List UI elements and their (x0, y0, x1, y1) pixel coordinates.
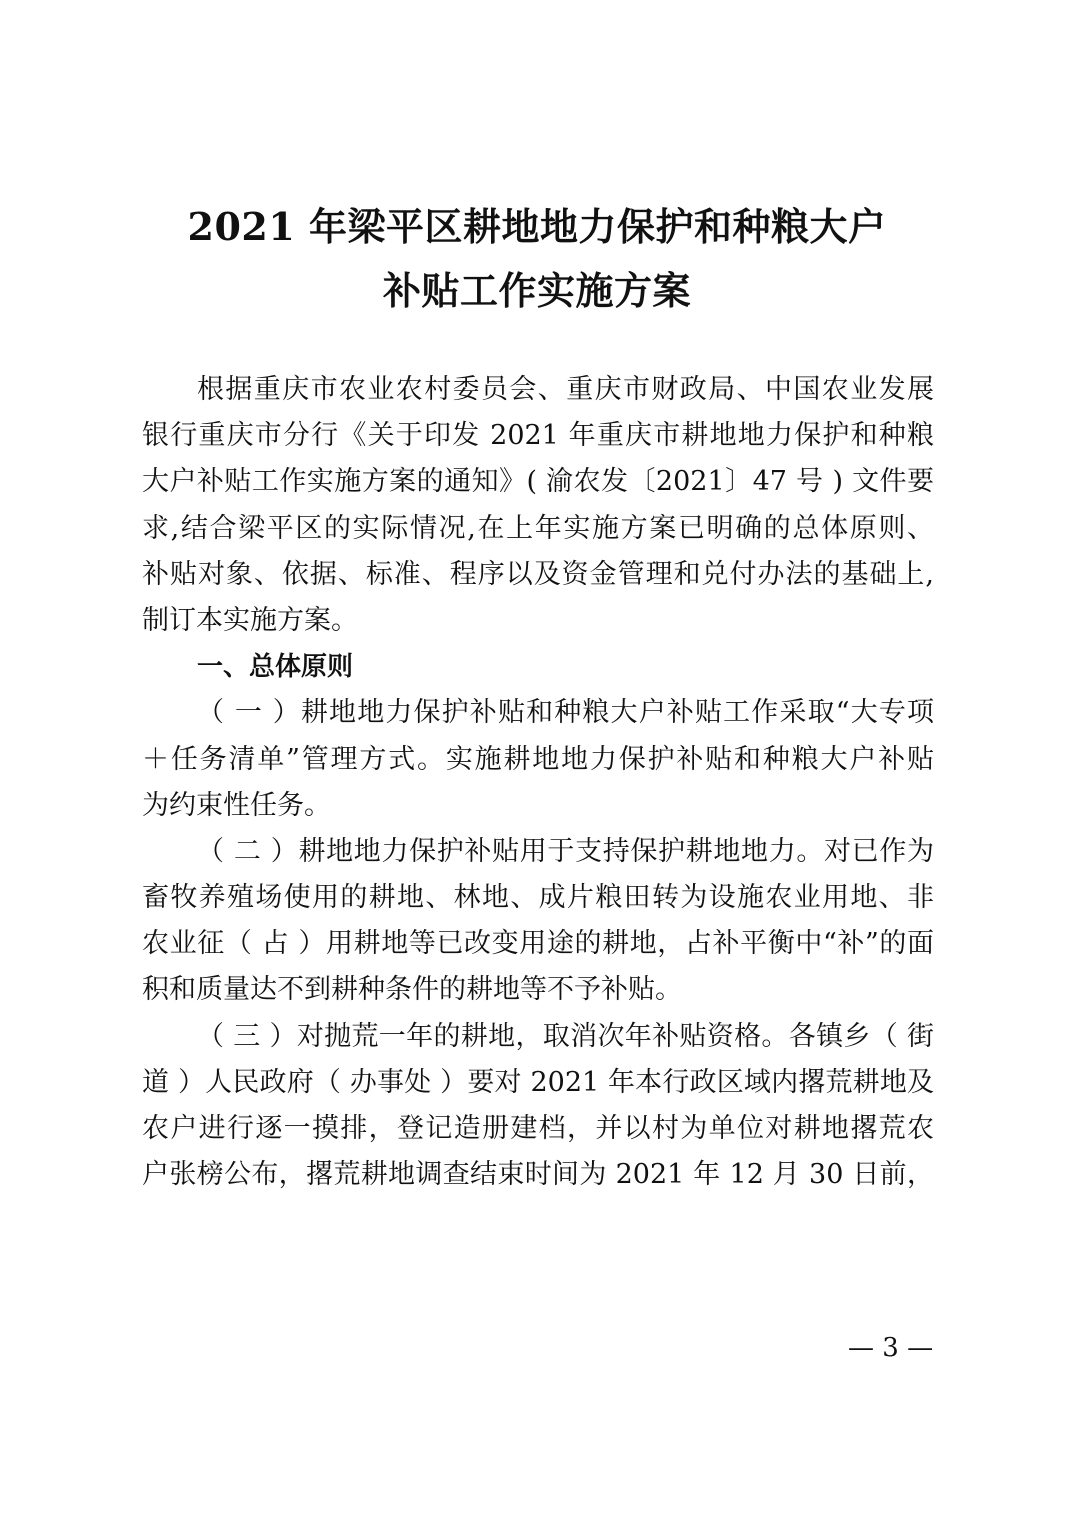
item1-line: ＋任务清单”管理方式。实施耕地地力保护补贴和种粮大户补贴 (142, 743, 934, 775)
title-line-2: 补贴工作实施方案 (382, 268, 691, 313)
intro-line: 补贴对象、依据、标准、程序以及资金管理和兑付办法的基础上, (142, 558, 934, 590)
item2-line: （ 二 ）耕地地力保护补贴用于支持保护耕地地力。对已作为 (197, 835, 934, 867)
item3-line: 道 ）人民政府（ 办事处 ）要对 2021 年本行政区域内撂荒耕地及 (142, 1066, 934, 1098)
intro-line: 制订本实施方案。 (142, 604, 358, 636)
page-number: — 3 — (848, 1333, 934, 1363)
intro-line: 银行重庆市分行《关于印发 2021 年重庆市耕地地力保护和种粮 (142, 420, 934, 452)
item1-line: （ 一 ）耕地地力保护补贴和种粮大户补贴工作采取“大专项 (197, 697, 934, 729)
title-line-1: 2021 年梁平区耕地地力保护和种粮大户 (187, 204, 887, 249)
intro-line: 求,结合梁平区的实际情况,在上年实施方案已明确的总体原则、 (142, 512, 934, 544)
item3-line: 农户进行逐一摸排，登记造册建档，并以村为单位对耕地撂荒农 (142, 1113, 934, 1144)
item1-line: 为约束性任务。 (142, 789, 331, 821)
item3-line: （ 三 ）对抛荒一年的耕地，取消次年补贴资格。各镇乡（ 街 (197, 1020, 934, 1052)
document-body (142, 367, 934, 1198)
section-heading: 一、总体原则 (197, 652, 354, 683)
item3-line: 户张榜公布，撂荒耕地调查结束时间为 2021 年 12 月 30 日前， (142, 1159, 934, 1191)
document-title (0, 195, 1074, 323)
intro-line: 根据重庆市农业农村委员会、重庆市财政局、中国农业发展 (197, 374, 934, 405)
item2-line: 农业征（ 占 ）用耕地等已改变用途的耕地，占补平衡中“补”的面 (142, 928, 934, 960)
item2-line: 畜牧养殖场使用的耕地、林地、成片粮田转为设施农业用地、非 (142, 882, 934, 914)
intro-line: 大户补贴工作实施方案的通知》( 渝农发〔2021〕47 号 ) 文件要 (142, 466, 934, 498)
item2-line: 积和质量达不到耕种条件的耕地等不予补贴。 (142, 974, 682, 1006)
